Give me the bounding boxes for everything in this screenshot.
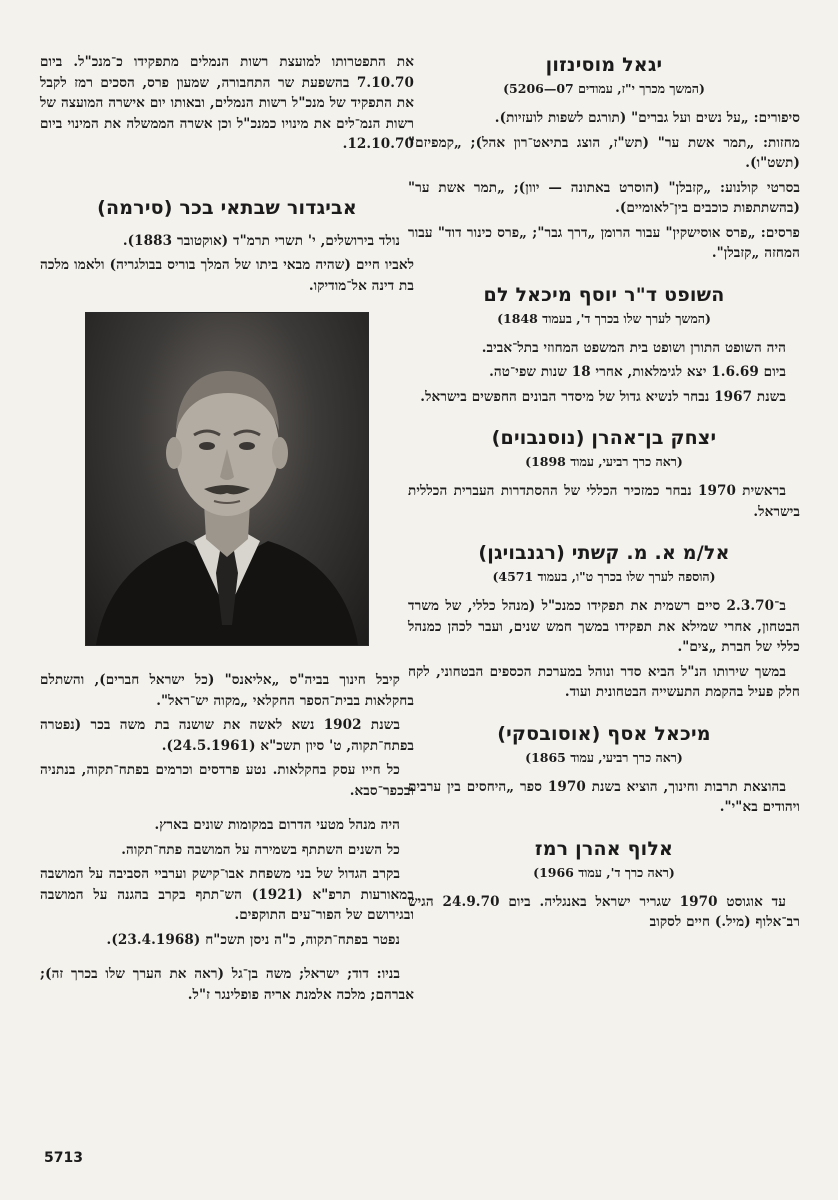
entry-subtitle: (המשך מכרך י"ז, עמודים 07—5206) bbox=[503, 81, 705, 96]
paragraph: בראשית 1970 נבחר כמזכיר הכללי של ההסתדרות העברית הכללית בישראל. bbox=[408, 483, 800, 520]
paragraph: בשנת 1967 נבחר לנשיא גדול של מיסדר הבונים החפשים בישראל. bbox=[420, 388, 786, 405]
right-column bbox=[408, 52, 800, 951]
paragraph: ב־2.3.70 סיים רשמית את תפקידו כמנכ"ל (מנהל כללי, של משרד הבטחון, אחרי שמילא את תפקידו במשך חמש שנים, ועבר לכהן כמנהל כללי של חברת „צים". bbox=[408, 598, 800, 655]
works-prizes: פרסים: „פרס אוסישקין" עבור הרומן „דרך גבר"; „פרס כינור דוד" עבור המחזה „קזבלן". bbox=[408, 224, 800, 261]
paragraph: בהוצאת תרבות וחינוך, הוציא בשנת 1970 ספר „היחסים בין ערבים ויהודים בא"י". bbox=[408, 778, 800, 815]
entry-title: אלוף אהרן רמז bbox=[534, 837, 674, 860]
entry-remez bbox=[408, 836, 800, 933]
entry-title: אל/מ א. מ. קשתי (רגנבויגן) bbox=[478, 542, 730, 564]
entry-title: אביגדור שבתאי בכר (סירמה) bbox=[97, 196, 357, 219]
works-plays: מחזות: „תמר אשת ער" (תש"ז, הוצג בתיאט־רון אהל); „קמפיזם" (תשט"ו). bbox=[408, 134, 800, 171]
portrait-figure bbox=[86, 313, 368, 645]
entry-ben-aharon bbox=[408, 425, 800, 522]
entry-title: מיכאל אסף (אוסובסקי) bbox=[497, 722, 711, 745]
paragraph: היה השופט התורן ושופט בית המשפט המחוזי בתל־אביב. bbox=[481, 339, 786, 356]
continuation-paragraph: את התפטרותו למועצת רשות הנמלים מתפקידו כ־מנכ"ל. ביום 7.10.70 בהשפעת שר התחבורה, שמעון פרס, הסכים רמז לקבל את התפקיד של מנכ"ל רשות הנמלים, ובאותו יום אישרה המועצה של רשות הנמ־לים את מינויו כמנכ"ל וכן אשרה הממשלה את המינוי ביום 12.10.70. bbox=[40, 54, 414, 152]
entry-title: השופט ד"ר יוסף מיכאל לם bbox=[483, 283, 725, 306]
entry-subtitle: (המשך לערך שלו בכרך ד', בעמוד 1848) bbox=[497, 310, 711, 326]
paragraph: ביום 1.6.69 יצא לגימלאות, אחרי 18 שנות שפי־טה. bbox=[489, 364, 786, 380]
entry-assaf bbox=[408, 721, 800, 818]
entry-subtitle: (ראה כרך ד', עמוד 1966) bbox=[533, 864, 675, 880]
entry-lam bbox=[408, 282, 800, 408]
children-paragraph: בניו: דוד; ישראל; משה בן־גל (ראה את הערך שלו בכרך זה); אברהם; מלכה אלמנת אריה פופלינגר ז"ל. bbox=[40, 966, 414, 1003]
entry-subtitle: (הוספה לערך שלו בכרך ט"ו, בעמוד 4571) bbox=[492, 569, 716, 584]
paragraph: במשך שירותו הנ"ל הביא סדר ונוהל במערכת הכספים הבטחוני, לקח חלק פעיל בהקמת התעשייה הבטחונית ועוד. bbox=[408, 663, 800, 700]
portrait-photo bbox=[85, 312, 369, 646]
works-list bbox=[408, 108, 800, 264]
entry-subtitle: (ראה כרך רביעי, עמוד 1865) bbox=[525, 749, 683, 765]
works-films: בסרטי קולנוע: „קזבלן" (הוסרט באתונה — יוון); „תמר אשת ער" (בהשתתפות כוכבים בין־לאומיים). bbox=[408, 179, 800, 216]
paragraph: קיבל חינוך בביה"ס „אליאנס" (כל ישראל חברים), והשתלם בחקלאות בבית־הספר החקלאי „מקוה יש־ראל". bbox=[40, 672, 414, 709]
page-number: 5713 bbox=[44, 1150, 83, 1166]
paragraph: עד אוגוסט 1970 שגריר ישראל באנגליה. ביום 24.9.70 הגיש רב־אלוף (מיל.) חיים לסקוב bbox=[408, 893, 800, 930]
paragraph: נפטר בפתח־תקוה, כ"ה ניסן תשכ"ח (23.4.1968). bbox=[106, 931, 400, 948]
paragraph: היה מנהל מטעי הדרום במקומות שונים בארץ. bbox=[154, 817, 400, 833]
paragraph: כל השנים השתתף בשמירה על המושבה פתח־תקוה. bbox=[121, 841, 400, 858]
entry-bechar bbox=[40, 195, 414, 1006]
paragraph: בשנת 1902 נשא לאשה את שושנה בת משה בכר (נפטרה בפתח־תקוה, ט' סיון תשכ"א (24.5.1961). bbox=[40, 717, 414, 754]
entry-kashti bbox=[408, 540, 800, 703]
left-column bbox=[40, 52, 414, 1023]
entry-title: יצחק בן־אהרן (נוסנבוים) bbox=[491, 427, 717, 449]
works-stories: סיפורים: „על נשים ועל גברים" (תורגם לשפות לועזיות). bbox=[494, 110, 800, 126]
paragraph: בקרב הגדול של בני משפחת אבו־קישק וערביי הסביבה על המושבה במאורעות תרפ"א (1921) הש־תתף בקרב בהגנה על המושבה ובגירושם של הפור־עים התוקפים. bbox=[40, 866, 414, 923]
entry-subtitle: (ראה כרך רביעי, עמוד 1898) bbox=[525, 454, 683, 469]
paragraph: כל חייו עסק בחקלאות. נטע פרדסים וכרמים בפתח־תקוה, בנתניה ובכפר־סבא. bbox=[40, 762, 414, 799]
entry-title: יגאל מוסינזון bbox=[545, 54, 663, 76]
entry-mosinzon bbox=[408, 52, 800, 264]
paragraph: נולד בירושלים, י' תשרי תרמ"ד (אוקטובר 1883). bbox=[122, 232, 400, 249]
paragraph: לאביו חיים (שהיה מבאי ביתו של המלך בוריס בבולגריה) ולאמו מלכה בת דינה אל־מודיקו. bbox=[40, 257, 414, 294]
